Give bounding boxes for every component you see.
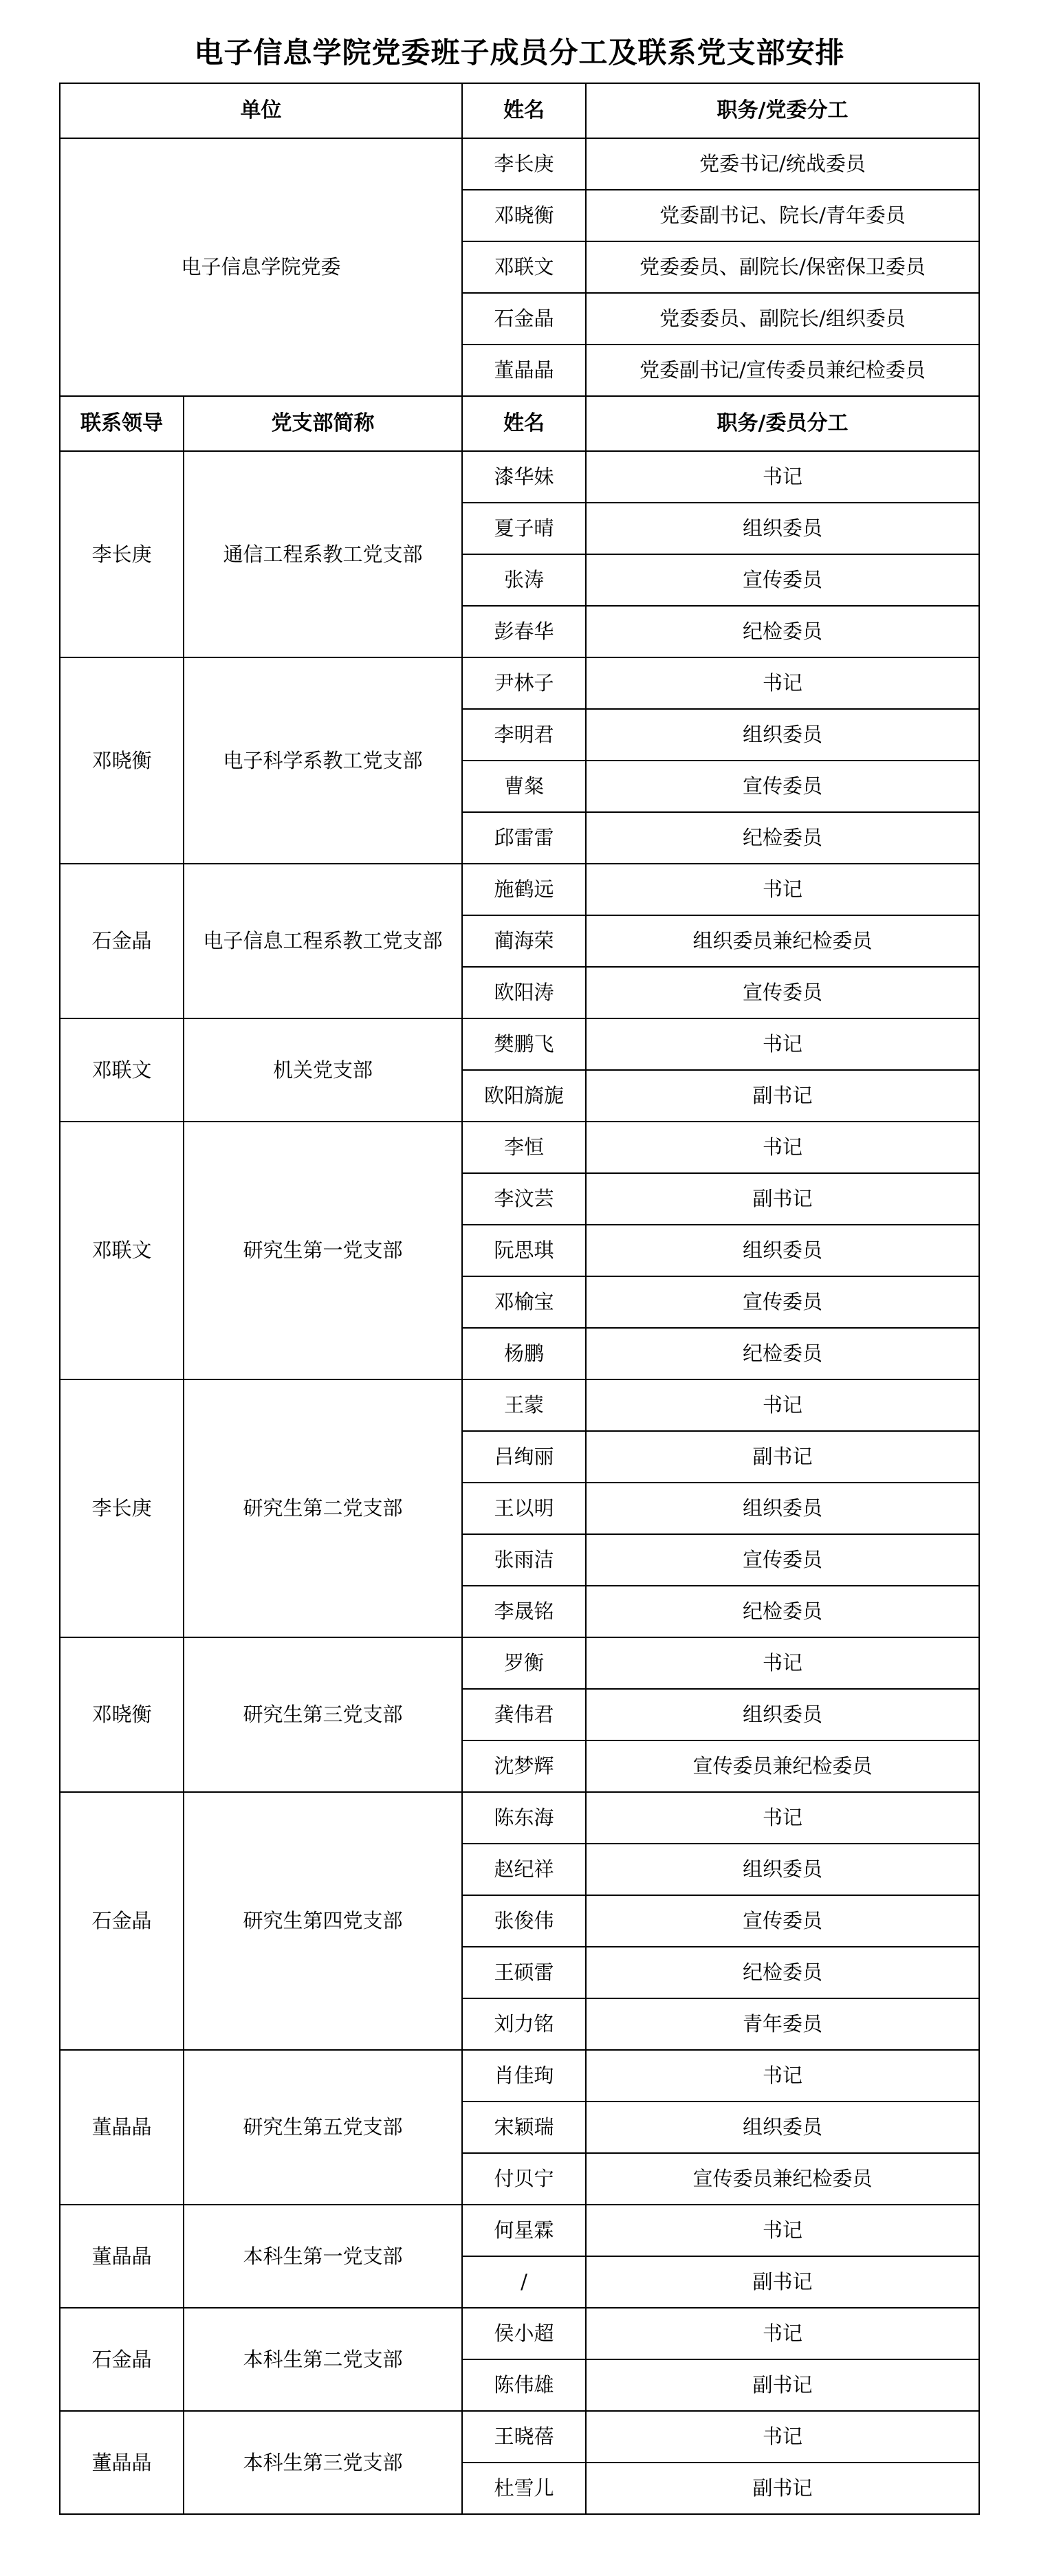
member-role-cell: 副书记 bbox=[586, 2256, 979, 2308]
member-name-cell: 王以明 bbox=[462, 1483, 586, 1534]
member-name-cell: 李晟铭 bbox=[462, 1586, 586, 1637]
member-name-cell: 宋颖瑞 bbox=[462, 2102, 586, 2153]
member-role-cell: 宣传委员兼纪检委员 bbox=[586, 2153, 979, 2205]
member-role-cell: 书记 bbox=[586, 1379, 979, 1431]
branch-cell: 本科生第三党支部 bbox=[184, 2411, 462, 2514]
branch-cell: 机关党支部 bbox=[184, 1018, 462, 1122]
leader-cell: 邓联文 bbox=[60, 1122, 184, 1379]
member-role-cell: 宣传委员兼纪检委员 bbox=[586, 1740, 979, 1792]
member-name-cell: 王晓蓓 bbox=[462, 2411, 586, 2463]
member-role-cell: 书记 bbox=[586, 1792, 979, 1844]
member-role-cell: 纪检委员 bbox=[586, 1586, 979, 1637]
member-name-cell: 赵纪祥 bbox=[462, 1844, 586, 1895]
member-name-cell: 王蒙 bbox=[462, 1379, 586, 1431]
branch-cell: 本科生第二党支部 bbox=[184, 2308, 462, 2411]
header-member-role: 职务/委员分工 bbox=[586, 396, 979, 451]
member-name-cell: 张涛 bbox=[462, 554, 586, 606]
member-name-cell: 龚伟君 bbox=[462, 1689, 586, 1740]
header-leader: 联系领导 bbox=[60, 396, 184, 451]
member-name-cell: 李恒 bbox=[462, 1122, 586, 1173]
member-role-cell: 组织委员 bbox=[586, 1225, 979, 1276]
member-name-cell: 施鹤远 bbox=[462, 864, 586, 915]
member-name-cell: 罗衡 bbox=[462, 1637, 586, 1689]
committee-member-name: 李长庚 bbox=[462, 138, 586, 190]
table-body bbox=[60, 138, 979, 2514]
member-role-cell: 组织委员 bbox=[586, 1483, 979, 1534]
branch-cell: 研究生第五党支部 bbox=[184, 2050, 462, 2205]
member-name-cell: 王硕雷 bbox=[462, 1947, 586, 1998]
committee-member-role: 党委书记/统战委员 bbox=[586, 138, 979, 190]
header-branch: 党支部简称 bbox=[184, 396, 462, 451]
member-name-cell: 邓榆宝 bbox=[462, 1276, 586, 1328]
member-name-cell: 曹粲 bbox=[462, 761, 586, 812]
member-role-cell: 书记 bbox=[586, 1637, 979, 1689]
member-role-cell: 副书记 bbox=[586, 1070, 979, 1122]
branch-cell: 研究生第一党支部 bbox=[184, 1122, 462, 1379]
branch-member-row bbox=[60, 1122, 979, 1173]
committee-member-name: 石金晶 bbox=[462, 293, 586, 345]
branch-member-row bbox=[60, 451, 979, 503]
member-role-cell: 宣传委员 bbox=[586, 1895, 979, 1947]
member-role-cell: 副书记 bbox=[586, 2359, 979, 2411]
member-role-cell: 组织委员 bbox=[586, 709, 979, 761]
branch-member-row bbox=[60, 1792, 979, 1844]
leader-cell: 李长庚 bbox=[60, 1379, 184, 1637]
member-name-cell: 陈伟雄 bbox=[462, 2359, 586, 2411]
member-role-cell: 副书记 bbox=[586, 1431, 979, 1483]
member-role-cell: 组织委员 bbox=[586, 503, 979, 554]
branch-member-row bbox=[60, 2411, 979, 2463]
member-role-cell: 宣传委员 bbox=[586, 554, 979, 606]
member-name-cell: 李明君 bbox=[462, 709, 586, 761]
member-name-cell: 彭春华 bbox=[462, 606, 586, 657]
member-name-cell: 樊鹏飞 bbox=[462, 1018, 586, 1070]
committee-member-role: 党委委员、副院长/保密保卫委员 bbox=[586, 241, 979, 293]
member-role-cell: 青年委员 bbox=[586, 1998, 979, 2050]
committee-member-role: 党委委员、副院长/组织委员 bbox=[586, 293, 979, 345]
branch-cell: 电子信息工程系教工党支部 bbox=[184, 864, 462, 1018]
member-name-cell: 何星霖 bbox=[462, 2205, 586, 2256]
member-role-cell: 书记 bbox=[586, 2411, 979, 2463]
member-name-cell: 杜雪儿 bbox=[462, 2463, 586, 2514]
member-role-cell: 书记 bbox=[586, 2308, 979, 2359]
member-name-cell: 沈梦辉 bbox=[462, 1740, 586, 1792]
member-name-cell: 陈东海 bbox=[462, 1792, 586, 1844]
member-role-cell: 书记 bbox=[586, 864, 979, 915]
leader-cell: 李长庚 bbox=[60, 451, 184, 657]
member-role-cell: 组织委员 bbox=[586, 1844, 979, 1895]
leader-cell: 董晶晶 bbox=[60, 2411, 184, 2514]
branch-member-row bbox=[60, 657, 979, 709]
member-role-cell: 宣传委员 bbox=[586, 1534, 979, 1586]
branch-header-row bbox=[60, 396, 979, 451]
member-name-cell: / bbox=[462, 2256, 586, 2308]
header-committee-role: 职务/党委分工 bbox=[586, 83, 979, 138]
member-role-cell: 书记 bbox=[586, 657, 979, 709]
member-name-cell: 漆华妹 bbox=[462, 451, 586, 503]
member-name-cell: 李汶芸 bbox=[462, 1173, 586, 1225]
member-name-cell: 欧阳旖旎 bbox=[462, 1070, 586, 1122]
member-role-cell: 书记 bbox=[586, 451, 979, 503]
leader-cell: 董晶晶 bbox=[60, 2205, 184, 2308]
member-name-cell: 欧阳涛 bbox=[462, 967, 586, 1018]
member-name-cell: 张雨洁 bbox=[462, 1534, 586, 1586]
member-name-cell: 肖佳珣 bbox=[462, 2050, 586, 2102]
branch-cell: 研究生第四党支部 bbox=[184, 1792, 462, 2050]
branch-member-row bbox=[60, 1379, 979, 1431]
header-committee-name: 姓名 bbox=[462, 83, 586, 138]
member-role-cell: 书记 bbox=[586, 2205, 979, 2256]
branch-member-row bbox=[60, 1637, 979, 1689]
member-name-cell: 张俊伟 bbox=[462, 1895, 586, 1947]
member-name-cell: 蔺海荣 bbox=[462, 915, 586, 967]
member-role-cell: 组织委员 bbox=[586, 2102, 979, 2153]
branch-member-row bbox=[60, 2308, 979, 2359]
branch-cell: 通信工程系教工党支部 bbox=[184, 451, 462, 657]
committee-member-role: 党委副书记/宣传委员兼纪检委员 bbox=[586, 345, 979, 396]
branch-member-row bbox=[60, 2205, 979, 2256]
branch-cell: 研究生第二党支部 bbox=[184, 1379, 462, 1637]
member-role-cell: 纪检委员 bbox=[586, 1947, 979, 1998]
member-name-cell: 刘力铭 bbox=[462, 1998, 586, 2050]
branch-member-row bbox=[60, 864, 979, 915]
header-unit: 单位 bbox=[60, 83, 462, 138]
leader-cell: 邓联文 bbox=[60, 1018, 184, 1122]
assignment-table bbox=[59, 83, 980, 2515]
member-role-cell: 宣传委员 bbox=[586, 761, 979, 812]
leader-cell: 邓晓衡 bbox=[60, 657, 184, 864]
leader-cell: 石金晶 bbox=[60, 2308, 184, 2411]
leader-cell: 董晶晶 bbox=[60, 2050, 184, 2205]
member-name-cell: 夏子晴 bbox=[462, 503, 586, 554]
member-role-cell: 书记 bbox=[586, 1122, 979, 1173]
member-name-cell: 侯小超 bbox=[462, 2308, 586, 2359]
member-role-cell: 组织委员 bbox=[586, 1689, 979, 1740]
member-role-cell: 纪检委员 bbox=[586, 1328, 979, 1379]
header-member-name: 姓名 bbox=[462, 396, 586, 451]
leader-cell: 邓晓衡 bbox=[60, 1637, 184, 1792]
committee-member-role: 党委副书记、院长/青年委员 bbox=[586, 190, 979, 241]
committee-member-name: 邓联文 bbox=[462, 241, 586, 293]
committee-row bbox=[60, 138, 979, 190]
committee-member-name: 董晶晶 bbox=[462, 345, 586, 396]
member-name-cell: 杨鹏 bbox=[462, 1328, 586, 1379]
member-name-cell: 付贝宁 bbox=[462, 2153, 586, 2205]
committee-header-row bbox=[60, 83, 979, 138]
branch-cell: 本科生第一党支部 bbox=[184, 2205, 462, 2308]
branch-cell: 研究生第三党支部 bbox=[184, 1637, 462, 1792]
branch-member-row bbox=[60, 1018, 979, 1070]
leader-cell: 石金晶 bbox=[60, 864, 184, 1018]
member-role-cell: 宣传委员 bbox=[586, 967, 979, 1018]
branch-member-row bbox=[60, 2050, 979, 2102]
member-role-cell: 副书记 bbox=[586, 2463, 979, 2514]
member-role-cell: 宣传委员 bbox=[586, 1276, 979, 1328]
member-name-cell: 阮思琪 bbox=[462, 1225, 586, 1276]
unit-cell: 电子信息学院党委 bbox=[60, 138, 462, 396]
member-role-cell: 纪检委员 bbox=[586, 606, 979, 657]
member-role-cell: 书记 bbox=[586, 1018, 979, 1070]
member-role-cell: 副书记 bbox=[586, 1173, 979, 1225]
branch-cell: 电子科学系教工党支部 bbox=[184, 657, 462, 864]
page-title: 电子信息学院党委班子成员分工及联系党支部安排 bbox=[194, 36, 845, 69]
leader-cell: 石金晶 bbox=[60, 1792, 184, 2050]
member-role-cell: 书记 bbox=[586, 2050, 979, 2102]
member-name-cell: 尹林子 bbox=[462, 657, 586, 709]
member-role-cell: 组织委员兼纪检委员 bbox=[586, 915, 979, 967]
member-role-cell: 纪检委员 bbox=[586, 812, 979, 864]
member-name-cell: 邱雷雷 bbox=[462, 812, 586, 864]
committee-member-name: 邓晓衡 bbox=[462, 190, 586, 241]
member-name-cell: 吕绚丽 bbox=[462, 1431, 586, 1483]
